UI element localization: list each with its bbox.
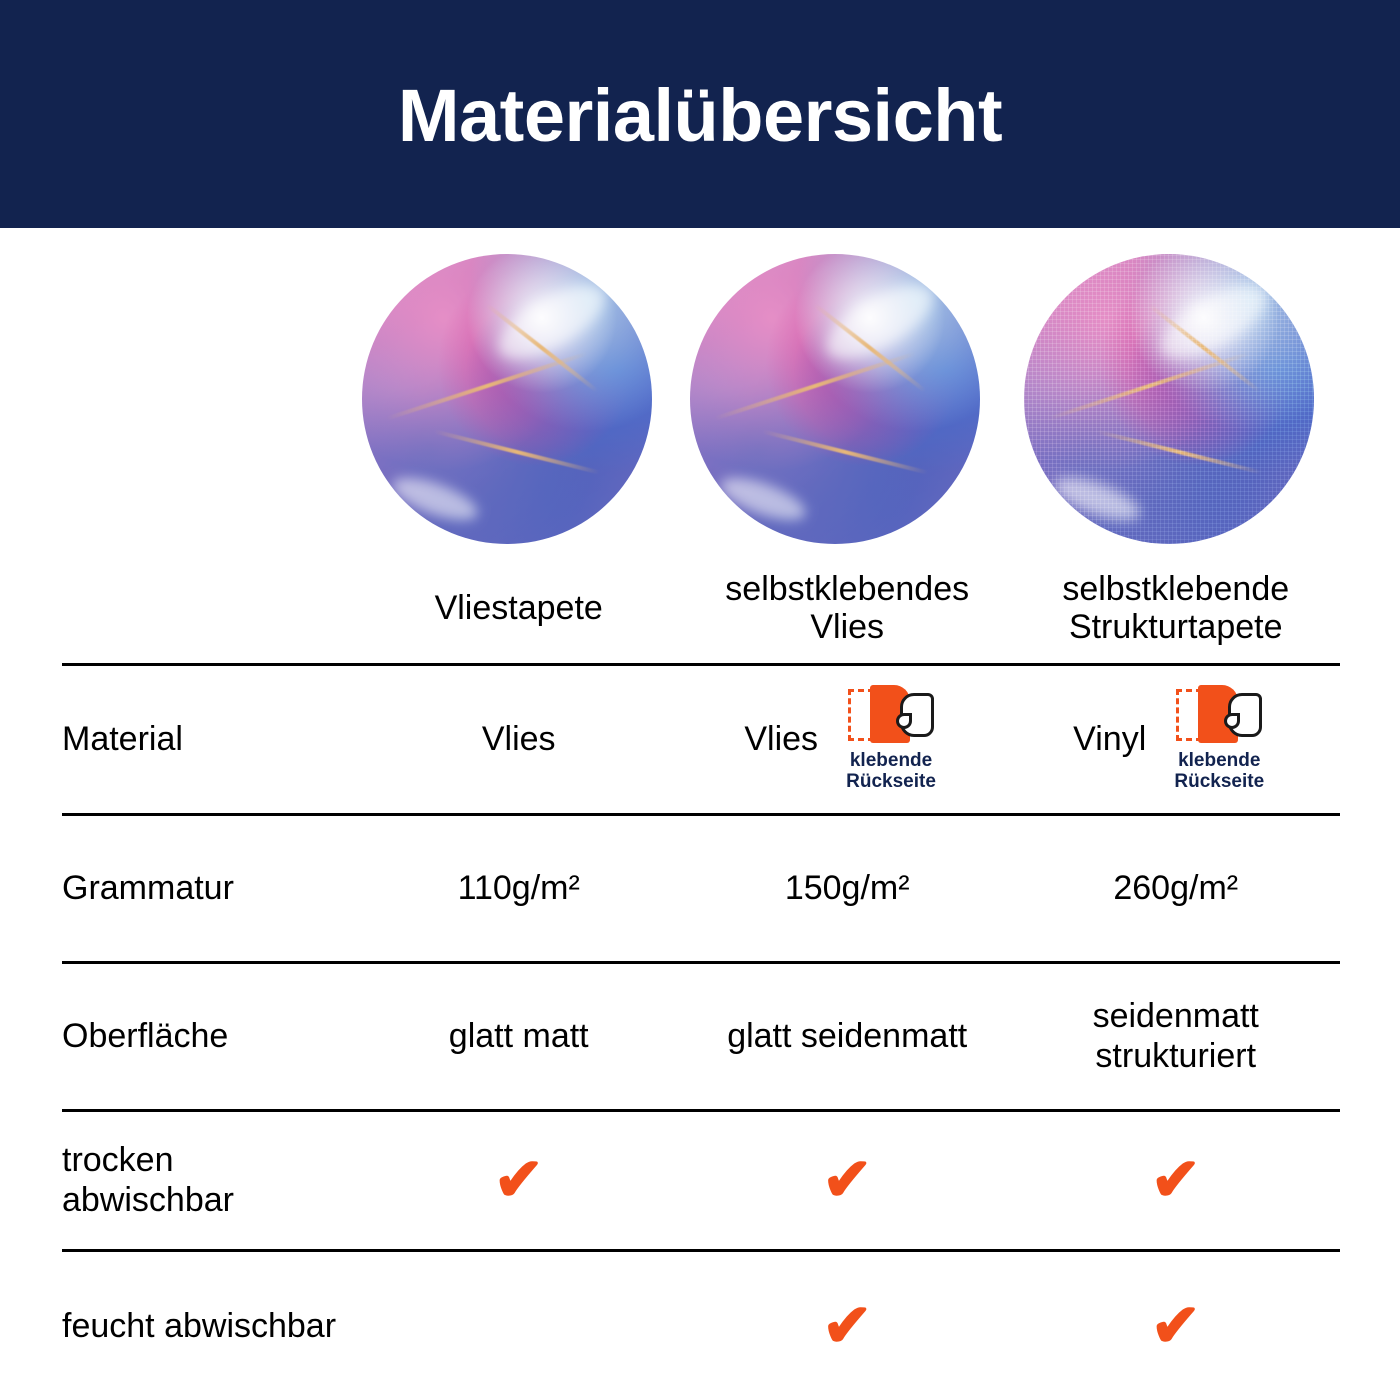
swatch-cell-selbstklebende-strukturtapete: [1022, 254, 1316, 554]
selbstklebendes-vlies-swatch: [690, 254, 980, 544]
cell-value: Vlies: [744, 719, 819, 758]
row-label-oberflaeche: Oberfläche: [62, 962, 354, 1110]
table-header-row: [62, 554, 1340, 664]
badge-line-1: klebende: [849, 750, 933, 772]
check-icon: ✔: [1150, 1291, 1201, 1359]
cell-grammatur-vliestapete: 110g/m²: [354, 814, 683, 962]
header-cell-selbstklebendes-vlies: [683, 554, 1012, 664]
cell-grammatur-selbstklebende-strukturtapete: 260g/m²: [1011, 814, 1340, 962]
cell-grammatur-selbstklebendes-vlies: 150g/m²: [683, 814, 1012, 962]
cell-material-vliestapete: [354, 664, 683, 814]
row-label-material: Material: [62, 664, 354, 814]
table-row: [62, 1250, 1340, 1400]
cell-value: Vlies: [481, 719, 556, 758]
page-header: [0, 0, 1400, 228]
swatch-gold-vein: [1049, 352, 1250, 421]
cell-material-selbstklebendes-vlies: [683, 664, 1012, 814]
cell-oberflaeche-vliestapete: glatt matt: [354, 962, 683, 1110]
badge-label: [846, 751, 936, 792]
row-label-grammatur: Grammatur: [62, 814, 354, 962]
swatch-cell-selbstklebendes-vlies: [688, 254, 982, 554]
adhesive-back-icon: [1176, 685, 1262, 747]
column-header-label: Vliestapete: [434, 588, 603, 627]
header-cell-vliestapete: [354, 554, 683, 664]
table-row: [62, 814, 1340, 962]
row-label-trocken-abwischbar: trocken abwischbar: [62, 1110, 354, 1250]
check-icon: ✔: [1150, 1146, 1201, 1213]
adhesive-back-badge: [1160, 685, 1278, 792]
swatch-gold-vein: [434, 429, 600, 474]
header-cell-empty: [62, 554, 354, 664]
cell-oberflaeche-selbstklebendes-vlies: glatt seidenmatt: [683, 962, 1012, 1110]
badge-line-1: klebende: [1178, 750, 1261, 772]
cell-feucht-selbstklebendes-vlies: [683, 1250, 1012, 1400]
swatch-gold-vein: [1096, 429, 1262, 474]
adhesive-back-badge: [832, 685, 950, 792]
page-title: Materialübersicht: [397, 74, 1003, 157]
check-icon: ✔: [822, 1291, 873, 1359]
adhesive-back-icon: [848, 685, 934, 747]
swatch-gold-vein: [1148, 303, 1261, 392]
badge-line-2: Rückseite: [1174, 771, 1265, 792]
cell-trocken-selbstklebendes-vlies: [683, 1110, 1012, 1250]
badge-label: [1174, 751, 1264, 792]
badge-line-2: Rückseite: [846, 771, 936, 792]
cell-value: Vinyl: [1073, 719, 1147, 758]
swatch-highlight: [716, 470, 811, 529]
row-label-feucht-abwischbar: feucht abwischbar: [62, 1306, 337, 1345]
column-header-label: selbstklebende Strukturtapete: [1062, 569, 1290, 647]
material-comparison-table: [62, 554, 1340, 1400]
cell-trocken-vliestapete: [354, 1110, 683, 1250]
swatch-highlight: [1050, 470, 1145, 529]
table-row: [62, 664, 1340, 814]
selbstklebende-strukturtapete-swatch: [1024, 254, 1314, 544]
vliestapete-swatch: [362, 254, 652, 544]
column-header-label: selbstklebendes Vlies: [725, 569, 970, 647]
check-icon: ✔: [822, 1146, 873, 1213]
swatch-cell-vliestapete: [360, 254, 654, 554]
cell-material-selbstklebende-strukturtapete: [1011, 664, 1340, 814]
cell-trocken-selbstklebende-strukturtapete: [1011, 1110, 1340, 1250]
swatch-gold-vein: [762, 429, 928, 474]
cell-oberflaeche-selbstklebende-strukturtapete: seidenmatt strukturiert: [1011, 962, 1340, 1110]
cell-feucht-vliestapete: [354, 1250, 683, 1400]
table-row: [62, 1110, 1340, 1250]
table-row: [62, 962, 1340, 1110]
header-cell-selbstklebende-strukturtapete: [1011, 554, 1340, 664]
cell-feucht-selbstklebende-strukturtapete: [1011, 1250, 1340, 1400]
check-icon: ✔: [493, 1146, 544, 1213]
swatch-highlight: [388, 470, 483, 529]
swatch-row: [352, 254, 1340, 554]
swatch-highlight: [1150, 271, 1278, 373]
